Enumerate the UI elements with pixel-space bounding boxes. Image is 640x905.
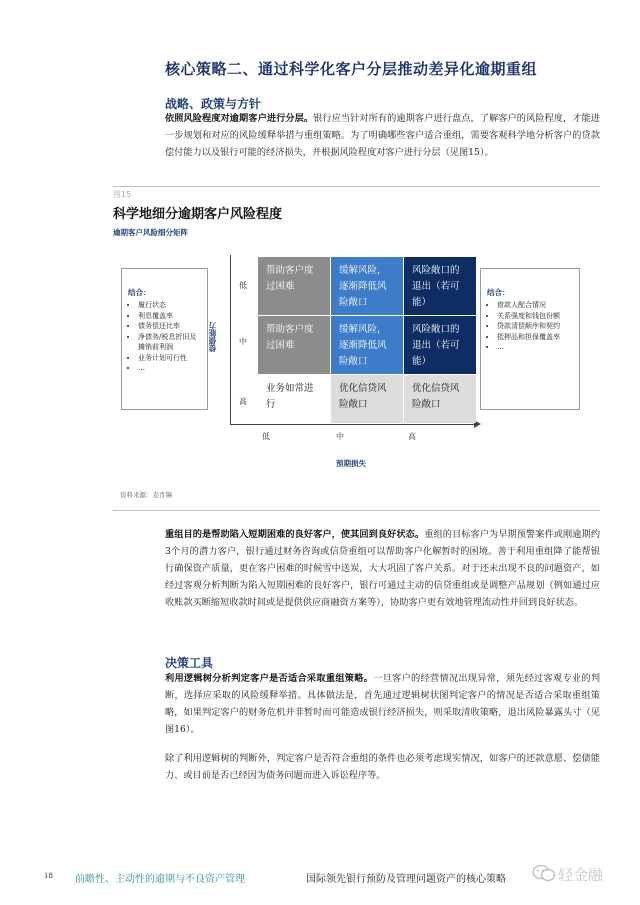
footer-left-title: 前瞻性、主动性的逾期与不良资产管理 [75,874,245,885]
figure-subtitle: 逾期客户风险细分矩阵 [113,228,188,237]
figure-bottom-rule [113,510,600,511]
restructuring-paragraph [165,526,600,611]
watermark-text: 轻金融 [558,866,604,884]
right-criteria-list [487,300,573,353]
tools-body: 一旦客户的经营情况出现异常，须先经过客观专业的判断，选择应采取的风险缓释举措。具体做法是，首先通过逻辑树状图判定客户的情况是否适合采取重组策略，如果判定客户的财务危机并非暂时而可能造成银行经济损失，则采取清收策略，退出风险暴露头寸（见图16）。 [165,673,601,735]
list-item: • 债务偿还比率 [138,321,201,332]
y-tick-mid: 中 [239,337,247,346]
strategy-lead: 依照风险程度对逾期客户进行分层。 [165,113,314,124]
matrix-cell-r3c2: 优化信贷风险敞口 [331,375,403,423]
list-item: • 关系强度和钱包份额 [497,311,573,322]
wechat-icon [532,864,556,882]
list-item: • 业务计划可行性 [138,353,201,364]
strategy-body: 银行应当针对所有的逾期客户进行盘点，了解客户的风险程度，才能进一步规划和对应的风险缓释举措与重组策略。为了明确哪些客户适合重组，需要客观科学地分析客户的贷款偿付能力以及银行可能的经济损失，并根据风险程度对客户进行分层（见图15）。 [165,113,600,158]
figure-source: 资料来源：麦肯锡 [120,491,172,499]
strategy-paragraph [165,110,600,161]
left-criteria-list [128,300,201,374]
x-tick-low: 低 [262,432,270,441]
left-criteria-title: 结合： [128,288,151,297]
right-criteria-title: 结合： [487,288,510,297]
section-heading-tools: 决策工具 [165,656,214,670]
list-item: • 利息覆盖率 [138,311,201,322]
list-item: • 履行状态 [138,300,201,311]
matrix-cell-r1c1: 帮助客户度过困难 [258,257,330,315]
left-criteria-box [121,268,208,410]
list-item: • … [497,342,573,353]
figure-number: 图15 [113,190,132,199]
x-axis-label: 预期损失 [336,459,366,468]
matrix-cell-r1c3: 风险敞口的退出（若可能） [404,257,476,315]
matrix-cell-r3c1: 业务如常进行 [258,375,330,423]
matrix-cell-r2c2: 缓解风险，逐渐降低风险敞口 [331,316,403,374]
y-tick-low: 低 [239,281,247,290]
tools-paragraph-2: 除了利用逻辑树的判断外，判定客户是否符合重组的条件也必须考虑现实情况，如客户的还款意愿、偿债能力、或目前是否已经因为债务问题而进入诉讼程序等。 [165,753,600,781]
restructuring-lead: 重组目的是帮助陷入短期困难的良好客户，使其回到良好状态。 [165,529,425,540]
list-item: • 净债务/税息折旧及摊销前利润 [138,332,201,353]
x-tick-high: 高 [408,432,416,441]
matrix-cell-r1c2: 缓解风险，逐渐降低风险敞口 [331,257,403,315]
matrix-cell-r2c3: 风险敞口的退出（若可能） [404,316,476,374]
right-criteria-box [480,268,580,410]
page-number: 18 [44,872,53,880]
list-item: • 贷款清偿顺序和契约 [497,321,573,332]
tools-lead: 利用逻辑树分析判定客户是否适合采取重组策略。 [165,673,374,684]
matrix-cell-r2c1: 帮助客户度过困难 [258,316,330,374]
list-item: • … [138,363,201,374]
footer-right-title: 国际领先银行预防及管理问题资产的核心策略 [306,874,506,885]
y-axis-line [230,255,231,425]
x-tick-mid: 中 [336,432,344,441]
figure-top-rule [113,186,600,187]
y-axis-label: 偿债能力 [208,322,217,352]
list-item: • 借款人配合情况 [497,300,573,311]
matrix-cell-r3c3: 优化信贷风险敞口 [404,375,476,423]
x-axis-line [230,424,478,425]
y-tick-high: 高 [239,397,247,406]
list-item: • 抵押品和担保覆盖率 [497,332,573,343]
section-heading-strategy: 战略、政策与方针 [165,97,262,111]
tools-paragraph [165,670,600,738]
restructuring-body: 重组的目标客户为早期预警案件或刚逾期约3个月的潜力客户，银行通过财务咨询或信贷重组可以帮助客户化解暂时的困境。善于利用重组降了能帮银行确保资产质量，更在客户困难的时候雪中送炭，大大巩固了客户关系。对于还未出现不良的问题资产，如经过客观分析判断为陷入短期困难的良好客户，银行可通过主动的信贷重组或是调整产品规划（例如通过应收账款买断缩短收款时间或是提供供应商融资方案等），协助客户更有效地管理流动性并回到良好状态。 [165,529,601,608]
figure-title: 科学地细分逾期客户风险程度 [113,207,283,222]
page-title: 核心策略二、通过科学化客户分层推动差异化逾期重组 [165,60,538,78]
